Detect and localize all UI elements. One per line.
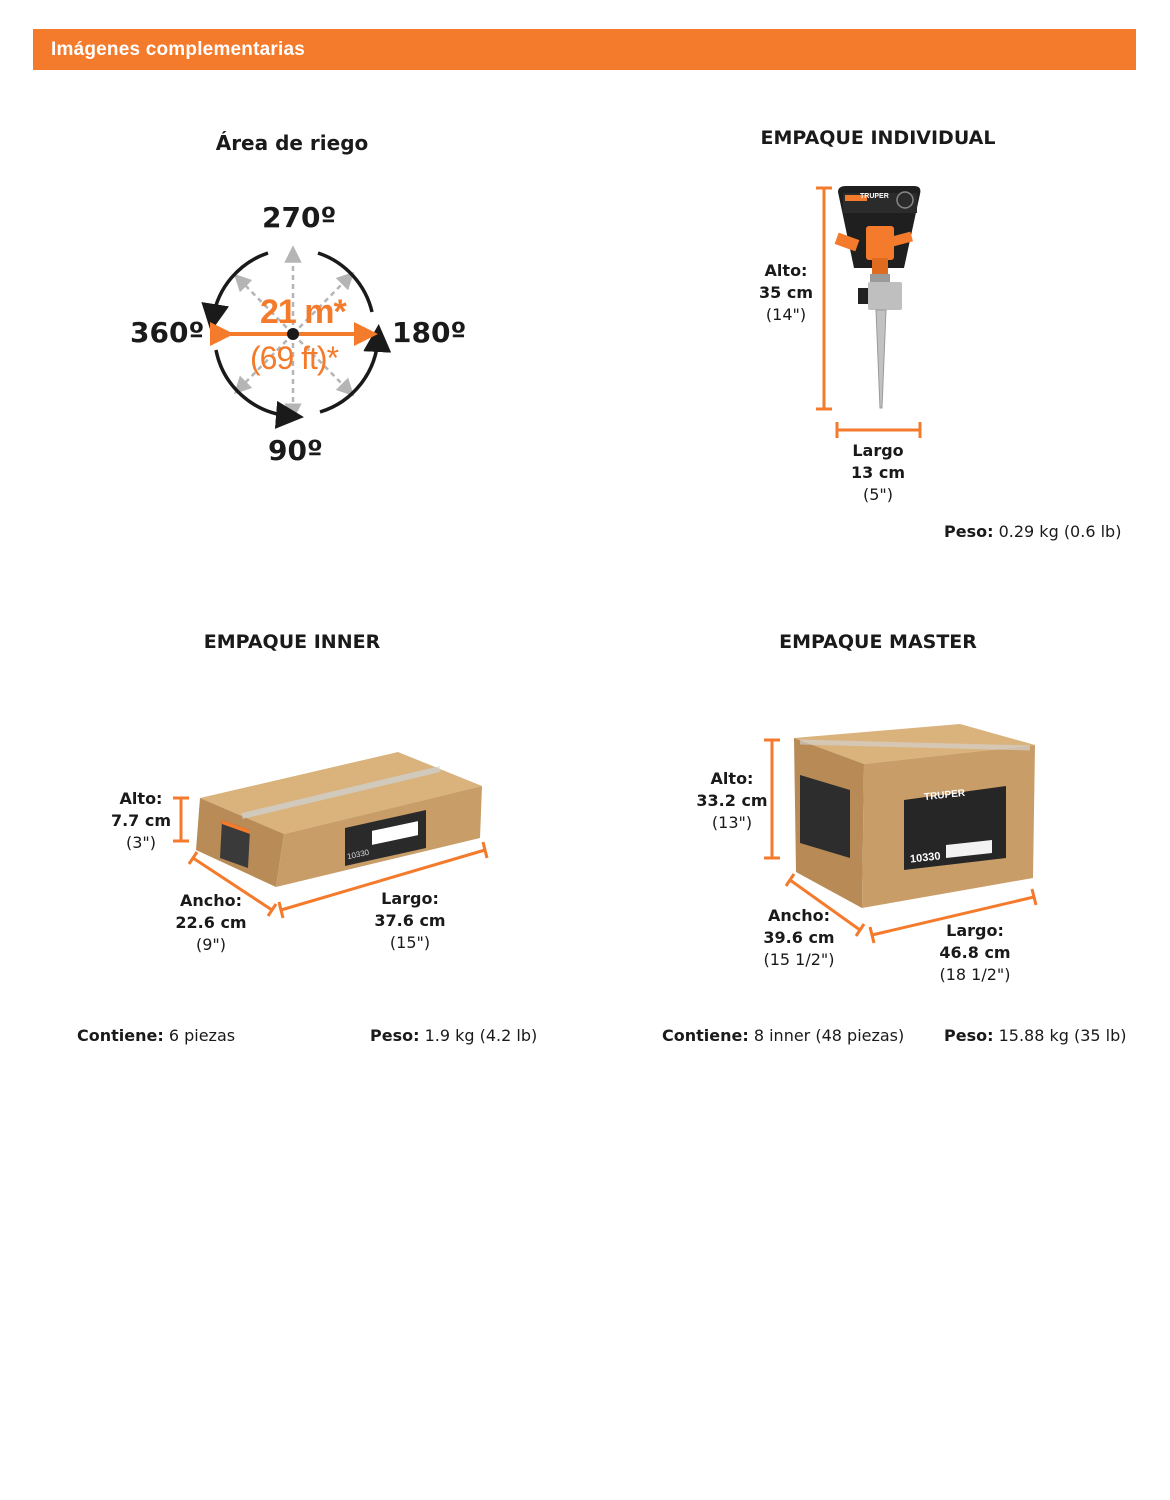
master-largo-label: Largo:: [946, 921, 1004, 940]
inner-largo-label: Largo:: [381, 889, 439, 908]
angle-left-label: 360º: [130, 316, 205, 349]
master-largo-dim: [928, 920, 1022, 986]
inner-ancho-metric: 22.6 cm: [175, 913, 247, 932]
master-alto-dim: [690, 768, 774, 834]
inner-ancho-label: Ancho:: [179, 891, 243, 910]
inner-contiene-label: Contiene:: [77, 1026, 164, 1045]
inner-largo-imperial: (15"): [389, 933, 431, 952]
inner-ancho-imperial: (9"): [195, 935, 227, 954]
master-contiene-label: Contiene:: [662, 1026, 749, 1045]
inner-peso-value: 1.9 kg (4.2 lb): [424, 1026, 538, 1045]
individual-title: EMPAQUE INDIVIDUAL: [760, 127, 996, 149]
master-largo-metric: 46.8 cm: [939, 943, 1011, 962]
angle-right-label: 180º: [392, 316, 467, 349]
inner-peso-label: Peso:: [370, 1026, 420, 1045]
inner-code-label: 10330: [346, 847, 370, 862]
individual-peso-label: Peso:: [944, 522, 994, 541]
section-title: Imágenes complementarias: [51, 39, 306, 60]
inner-alto-metric: 7.7 cm: [110, 811, 172, 830]
individual-largo-metric: 13 cm: [851, 463, 905, 482]
individual-brand-label: TRUPER: [860, 193, 889, 200]
master-ancho-imperial: (15 1/2"): [763, 950, 835, 969]
master-code-label: 10330: [909, 850, 942, 866]
individual-peso-value: 0.29 kg (0.6 lb): [998, 522, 1122, 541]
master-title: EMPAQUE MASTER: [779, 631, 977, 653]
master-alto-imperial: (13"): [711, 813, 753, 832]
irrigation-title: Área de riego: [215, 131, 369, 155]
master-peso-value: 15.88 kg (35 lb): [998, 1026, 1127, 1045]
master-brand-label: TRUPER: [923, 787, 966, 804]
radius-imperial-label: (69 ft)*: [250, 340, 339, 376]
master-largo-imperial: (18 1/2"): [939, 965, 1011, 984]
master-ancho-label: Ancho:: [767, 906, 831, 925]
inner-largo-metric: 37.6 cm: [374, 911, 446, 930]
inner-title: EMPAQUE INNER: [203, 631, 381, 653]
angle-bottom-label: 90º: [268, 434, 323, 467]
master-ancho-metric: 39.6 cm: [763, 928, 835, 947]
individual-alto-label: Alto:: [764, 261, 808, 280]
master-contiene: [662, 1026, 904, 1045]
master-ancho-dim: [752, 905, 846, 971]
individual-alto-metric: 35 cm: [759, 283, 813, 302]
master-peso: [944, 1026, 1127, 1045]
inner-alto-imperial: (3"): [125, 833, 157, 852]
master-contiene-value: 8 inner (48 piezas): [753, 1026, 905, 1045]
master-peso-label: Peso:: [944, 1026, 994, 1045]
angle-top-label: 270º: [262, 201, 337, 234]
inner-alto-label: Alto:: [119, 789, 163, 808]
master-alto-metric: 33.2 cm: [696, 791, 768, 810]
radius-metric-label: 21 m*: [260, 293, 346, 331]
individual-alto-imperial: (14"): [765, 305, 807, 324]
individual-largo-label: Largo: [852, 441, 904, 460]
individual-largo-imperial: (5"): [862, 485, 894, 504]
master-alto-label: Alto:: [710, 769, 754, 788]
inner-contiene-value: 6 piezas: [168, 1026, 236, 1045]
